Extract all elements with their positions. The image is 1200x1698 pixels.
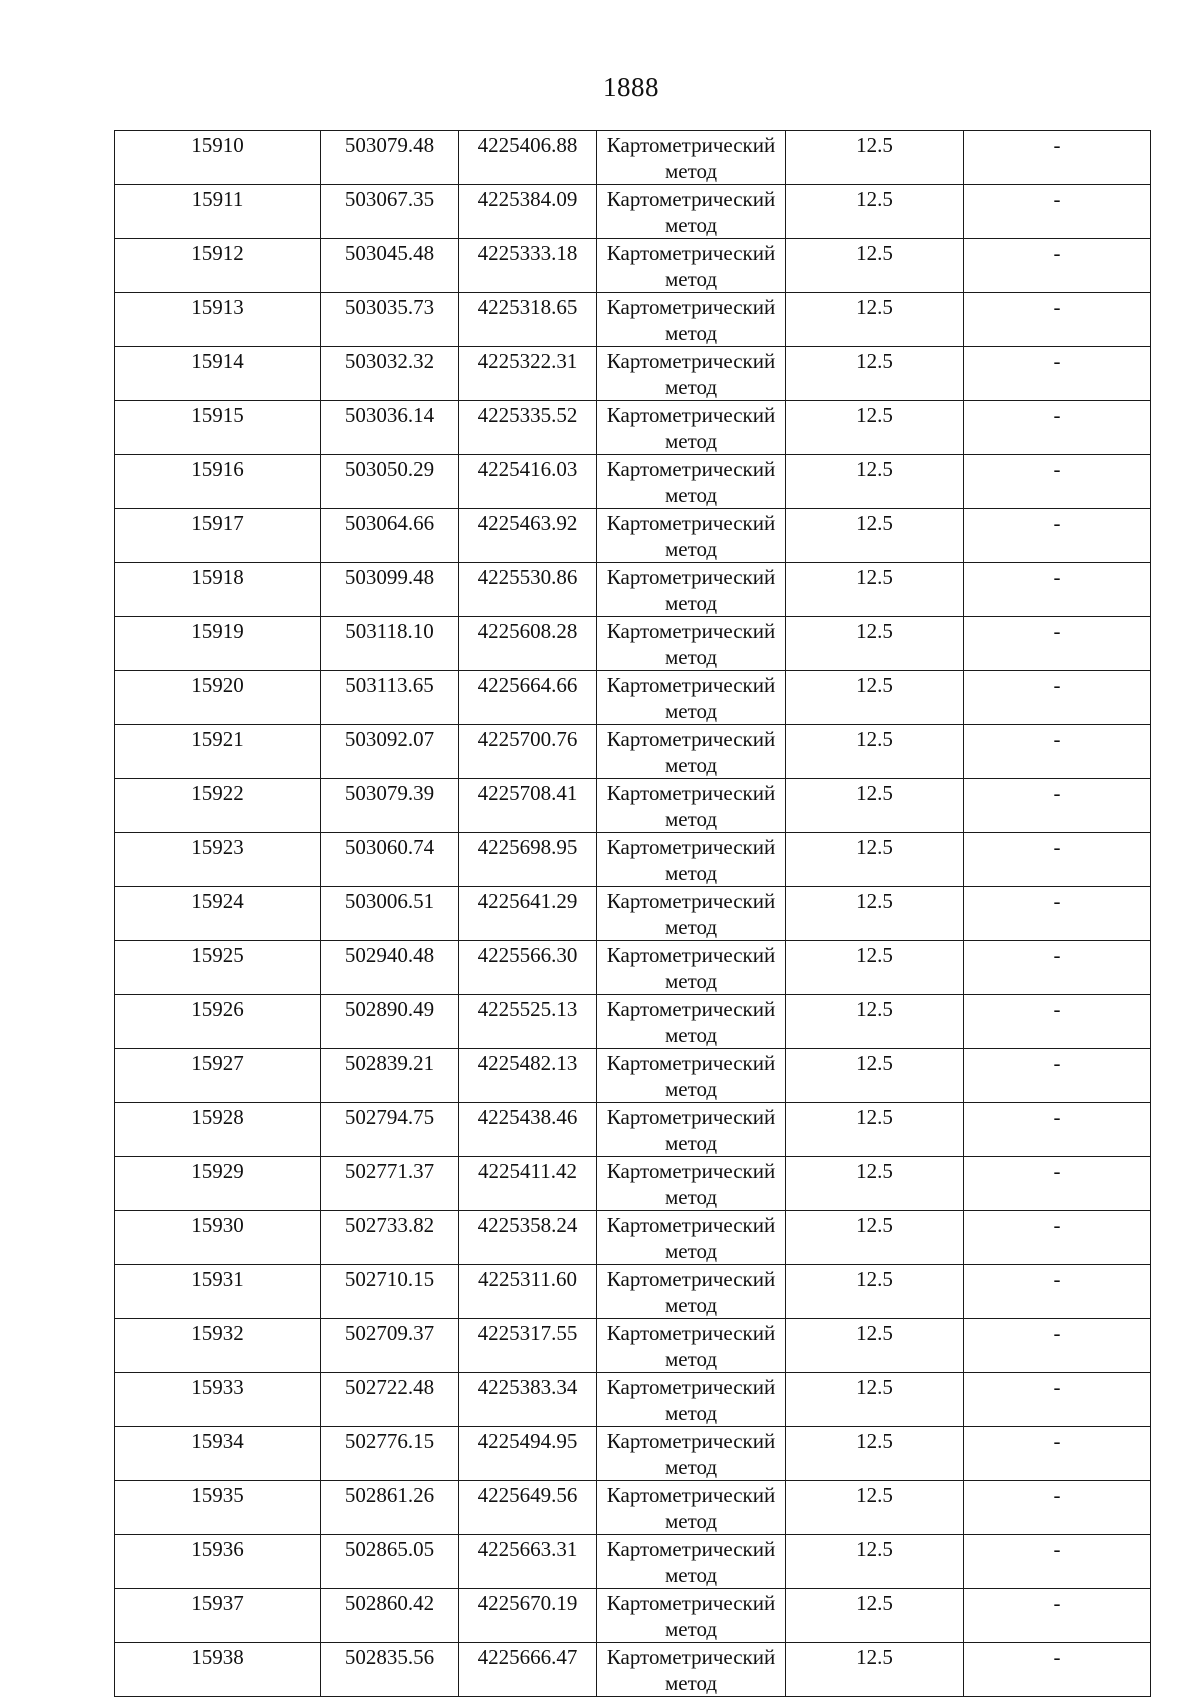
table-row: [115, 185, 1151, 239]
method-label-line2: метод: [664, 483, 718, 507]
x-coordinate-cell: 503035.73: [321, 293, 459, 347]
method-label-line2: метод: [664, 159, 718, 183]
x-coordinate-cell: 502776.15: [321, 1427, 459, 1481]
accuracy-cell: 12.5: [786, 239, 964, 293]
method-label-line2: метод: [664, 1347, 718, 1371]
note-cell: -: [964, 1589, 1151, 1643]
method-cell: [597, 347, 786, 401]
method-label-line2: метод: [664, 429, 718, 453]
method-cell: [597, 1481, 786, 1535]
table-row: [115, 509, 1151, 563]
table-row: [115, 401, 1151, 455]
accuracy-cell: 12.5: [786, 185, 964, 239]
x-coordinate-cell: 503092.07: [321, 725, 459, 779]
note-cell: -: [964, 995, 1151, 1049]
accuracy-cell: 12.5: [786, 1481, 964, 1535]
table-row: [115, 455, 1151, 509]
method-label-line1: Картометрический: [606, 295, 776, 319]
accuracy-cell: 12.5: [786, 1265, 964, 1319]
point-number-cell: 15932: [115, 1319, 321, 1373]
point-number-cell: 15919: [115, 617, 321, 671]
table-row: [115, 1481, 1151, 1535]
table-row: [115, 1157, 1151, 1211]
method-label-line2: метод: [664, 915, 718, 939]
note-cell: -: [964, 1481, 1151, 1535]
accuracy-cell: 12.5: [786, 563, 964, 617]
x-coordinate-cell: 502709.37: [321, 1319, 459, 1373]
point-number-cell: 15929: [115, 1157, 321, 1211]
table-row: [115, 1589, 1151, 1643]
table-row: [115, 1103, 1151, 1157]
table-row: [115, 1373, 1151, 1427]
x-coordinate-cell: 503079.39: [321, 779, 459, 833]
x-coordinate-cell: 502890.49: [321, 995, 459, 1049]
method-cell: [597, 833, 786, 887]
method-label-line1: Картометрический: [606, 1375, 776, 1399]
y-coordinate-cell: 4225416.03: [459, 455, 597, 509]
table-row: [115, 1427, 1151, 1481]
y-coordinate-cell: 4225311.60: [459, 1265, 597, 1319]
method-label-line1: Картометрический: [606, 1483, 776, 1507]
accuracy-cell: 12.5: [786, 1211, 964, 1265]
note-cell: -: [964, 1265, 1151, 1319]
y-coordinate-cell: 4225566.30: [459, 941, 597, 995]
coordinates-table-body: [115, 131, 1151, 1697]
method-label-line2: метод: [664, 1077, 718, 1101]
y-coordinate-cell: 4225406.88: [459, 131, 597, 185]
method-label-line2: метод: [664, 267, 718, 291]
y-coordinate-cell: 4225335.52: [459, 401, 597, 455]
method-label-line2: метод: [664, 861, 718, 885]
y-coordinate-cell: 4225670.19: [459, 1589, 597, 1643]
y-coordinate-cell: 4225641.29: [459, 887, 597, 941]
method-label-line2: метод: [664, 1185, 718, 1209]
method-label-line1: Картометрический: [606, 1645, 776, 1669]
method-label-line2: метод: [664, 699, 718, 723]
note-cell: -: [964, 1535, 1151, 1589]
table-row: [115, 725, 1151, 779]
note-cell: -: [964, 347, 1151, 401]
page-number: 1888: [603, 72, 659, 102]
y-coordinate-cell: 4225608.28: [459, 617, 597, 671]
method-label-line1: Картометрический: [606, 673, 776, 697]
method-cell: [597, 1427, 786, 1481]
point-number-cell: 15921: [115, 725, 321, 779]
table-row: [115, 1535, 1151, 1589]
note-cell: -: [964, 563, 1151, 617]
note-cell: -: [964, 509, 1151, 563]
method-label-line1: Картометрический: [606, 781, 776, 805]
method-cell: [597, 509, 786, 563]
method-cell: [597, 887, 786, 941]
method-cell: [597, 1643, 786, 1697]
method-label-line2: метод: [664, 969, 718, 993]
point-number-cell: 15938: [115, 1643, 321, 1697]
table-row: [115, 995, 1151, 1049]
accuracy-cell: 12.5: [786, 455, 964, 509]
method-label-line2: метод: [664, 537, 718, 561]
method-cell: [597, 1103, 786, 1157]
method-cell: [597, 779, 786, 833]
point-number-cell: 15935: [115, 1481, 321, 1535]
method-label-line1: Картометрический: [606, 889, 776, 913]
point-number-cell: 15911: [115, 185, 321, 239]
method-cell: [597, 1211, 786, 1265]
method-label-line1: Картометрический: [606, 241, 776, 265]
method-cell: [597, 1049, 786, 1103]
point-number-cell: 15933: [115, 1373, 321, 1427]
method-label-line2: метод: [664, 1239, 718, 1263]
note-cell: -: [964, 1157, 1151, 1211]
accuracy-cell: 12.5: [786, 1049, 964, 1103]
y-coordinate-cell: 4225333.18: [459, 239, 597, 293]
method-label-line1: Картометрический: [606, 457, 776, 481]
accuracy-cell: 12.5: [786, 941, 964, 995]
method-label-line2: метод: [664, 1293, 718, 1317]
note-cell: -: [964, 401, 1151, 455]
method-cell: [597, 1157, 786, 1211]
method-cell: [597, 185, 786, 239]
table-row: [115, 1049, 1151, 1103]
note-cell: -: [964, 671, 1151, 725]
y-coordinate-cell: 4225358.24: [459, 1211, 597, 1265]
method-label-line1: Картометрический: [606, 187, 776, 211]
accuracy-cell: 12.5: [786, 401, 964, 455]
note-cell: -: [964, 725, 1151, 779]
x-coordinate-cell: 503045.48: [321, 239, 459, 293]
table-row: [115, 671, 1151, 725]
note-cell: -: [964, 1427, 1151, 1481]
y-coordinate-cell: 4225411.42: [459, 1157, 597, 1211]
method-cell: [597, 671, 786, 725]
table-row: [115, 1643, 1151, 1697]
note-cell: -: [964, 1643, 1151, 1697]
y-coordinate-cell: 4225530.86: [459, 563, 597, 617]
y-coordinate-cell: 4225494.95: [459, 1427, 597, 1481]
method-label-line2: метод: [664, 213, 718, 237]
note-cell: -: [964, 1373, 1151, 1427]
x-coordinate-cell: 503079.48: [321, 131, 459, 185]
table-row: [115, 293, 1151, 347]
accuracy-cell: 12.5: [786, 833, 964, 887]
method-cell: [597, 617, 786, 671]
table-row: [115, 941, 1151, 995]
y-coordinate-cell: 4225664.66: [459, 671, 597, 725]
method-label-line1: Картометрический: [606, 1159, 776, 1183]
x-coordinate-cell: 502710.15: [321, 1265, 459, 1319]
method-cell: [597, 293, 786, 347]
y-coordinate-cell: 4225482.13: [459, 1049, 597, 1103]
x-coordinate-cell: 503067.35: [321, 185, 459, 239]
table-row: [115, 347, 1151, 401]
accuracy-cell: 12.5: [786, 1535, 964, 1589]
y-coordinate-cell: 4225438.46: [459, 1103, 597, 1157]
x-coordinate-cell: 503060.74: [321, 833, 459, 887]
accuracy-cell: 12.5: [786, 617, 964, 671]
accuracy-cell: 12.5: [786, 1103, 964, 1157]
point-number-cell: 15916: [115, 455, 321, 509]
point-number-cell: 15924: [115, 887, 321, 941]
note-cell: -: [964, 1211, 1151, 1265]
point-number-cell: 15925: [115, 941, 321, 995]
method-label-line2: метод: [664, 1023, 718, 1047]
method-cell: [597, 995, 786, 1049]
method-cell: [597, 1319, 786, 1373]
accuracy-cell: 12.5: [786, 1157, 964, 1211]
x-coordinate-cell: 502940.48: [321, 941, 459, 995]
note-cell: -: [964, 455, 1151, 509]
y-coordinate-cell: 4225318.65: [459, 293, 597, 347]
x-coordinate-cell: 502794.75: [321, 1103, 459, 1157]
method-label-line1: Картометрический: [606, 1213, 776, 1237]
table-row: [115, 563, 1151, 617]
method-label-line1: Картометрический: [606, 1105, 776, 1129]
note-cell: -: [964, 293, 1151, 347]
table-row: [115, 617, 1151, 671]
x-coordinate-cell: 503099.48: [321, 563, 459, 617]
method-label-line1: Картометрический: [606, 1429, 776, 1453]
method-label-line2: метод: [664, 807, 718, 831]
method-label-line1: Картометрический: [606, 1537, 776, 1561]
x-coordinate-cell: 503050.29: [321, 455, 459, 509]
method-label-line1: Картометрический: [606, 619, 776, 643]
method-label-line1: Картометрический: [606, 997, 776, 1021]
method-label-line1: Картометрический: [606, 1051, 776, 1075]
method-label-line2: метод: [664, 1455, 718, 1479]
accuracy-cell: 12.5: [786, 1427, 964, 1481]
accuracy-cell: 12.5: [786, 995, 964, 1049]
note-cell: -: [964, 1103, 1151, 1157]
note-cell: -: [964, 779, 1151, 833]
method-cell: [597, 401, 786, 455]
x-coordinate-cell: 503118.10: [321, 617, 459, 671]
method-label-line1: Картометрический: [606, 1591, 776, 1615]
table-row: [115, 1211, 1151, 1265]
y-coordinate-cell: 4225698.95: [459, 833, 597, 887]
y-coordinate-cell: 4225317.55: [459, 1319, 597, 1373]
point-number-cell: 15920: [115, 671, 321, 725]
note-cell: -: [964, 887, 1151, 941]
x-coordinate-cell: 502865.05: [321, 1535, 459, 1589]
method-label-line2: метод: [664, 591, 718, 615]
method-cell: [597, 1535, 786, 1589]
y-coordinate-cell: 4225708.41: [459, 779, 597, 833]
method-cell: [597, 131, 786, 185]
y-coordinate-cell: 4225383.34: [459, 1373, 597, 1427]
method-label-line2: метод: [664, 321, 718, 345]
note-cell: -: [964, 833, 1151, 887]
note-cell: -: [964, 1319, 1151, 1373]
table-row: [115, 833, 1151, 887]
method-cell: [597, 239, 786, 293]
coordinates-table: [114, 130, 1151, 1697]
point-number-cell: 15923: [115, 833, 321, 887]
y-coordinate-cell: 4225649.56: [459, 1481, 597, 1535]
accuracy-cell: 12.5: [786, 1589, 964, 1643]
point-number-cell: 15934: [115, 1427, 321, 1481]
method-label-line2: метод: [664, 1671, 718, 1695]
x-coordinate-cell: 503064.66: [321, 509, 459, 563]
point-number-cell: 15930: [115, 1211, 321, 1265]
method-label-line1: Картометрический: [606, 943, 776, 967]
accuracy-cell: 12.5: [786, 509, 964, 563]
method-cell: [597, 1589, 786, 1643]
method-label-line1: Картометрический: [606, 133, 776, 157]
y-coordinate-cell: 4225322.31: [459, 347, 597, 401]
y-coordinate-cell: 4225384.09: [459, 185, 597, 239]
table-row: [115, 131, 1151, 185]
note-cell: -: [964, 185, 1151, 239]
table-row: [115, 239, 1151, 293]
x-coordinate-cell: 503113.65: [321, 671, 459, 725]
method-label-line1: Картометрический: [606, 835, 776, 859]
note-cell: -: [964, 1049, 1151, 1103]
point-number-cell: 15931: [115, 1265, 321, 1319]
method-label-line2: метод: [664, 1131, 718, 1155]
method-label-line2: метод: [664, 1509, 718, 1533]
method-cell: [597, 563, 786, 617]
point-number-cell: 15928: [115, 1103, 321, 1157]
note-cell: -: [964, 131, 1151, 185]
method-label-line2: метод: [664, 645, 718, 669]
method-cell: [597, 455, 786, 509]
point-number-cell: 15912: [115, 239, 321, 293]
point-number-cell: 15910: [115, 131, 321, 185]
note-cell: -: [964, 941, 1151, 995]
table-row: [115, 1319, 1151, 1373]
point-number-cell: 15937: [115, 1589, 321, 1643]
accuracy-cell: 12.5: [786, 293, 964, 347]
accuracy-cell: 12.5: [786, 779, 964, 833]
x-coordinate-cell: 502860.42: [321, 1589, 459, 1643]
x-coordinate-cell: 503036.14: [321, 401, 459, 455]
point-number-cell: 15913: [115, 293, 321, 347]
accuracy-cell: 12.5: [786, 887, 964, 941]
accuracy-cell: 12.5: [786, 671, 964, 725]
method-cell: [597, 941, 786, 995]
point-number-cell: 15926: [115, 995, 321, 1049]
x-coordinate-cell: 502733.82: [321, 1211, 459, 1265]
method-label-line1: Картометрический: [606, 727, 776, 751]
point-number-cell: 15936: [115, 1535, 321, 1589]
point-number-cell: 15918: [115, 563, 321, 617]
x-coordinate-cell: 502771.37: [321, 1157, 459, 1211]
y-coordinate-cell: 4225463.92: [459, 509, 597, 563]
method-label-line2: метод: [664, 753, 718, 777]
accuracy-cell: 12.5: [786, 1373, 964, 1427]
accuracy-cell: 12.5: [786, 1643, 964, 1697]
method-label-line2: метод: [664, 1617, 718, 1641]
method-label-line1: Картометрический: [606, 1321, 776, 1345]
method-cell: [597, 725, 786, 779]
y-coordinate-cell: 4225666.47: [459, 1643, 597, 1697]
method-cell: [597, 1265, 786, 1319]
accuracy-cell: 12.5: [786, 347, 964, 401]
method-label-line1: Картометрический: [606, 349, 776, 373]
accuracy-cell: 12.5: [786, 725, 964, 779]
x-coordinate-cell: 502861.26: [321, 1481, 459, 1535]
method-label-line2: метод: [664, 1563, 718, 1587]
accuracy-cell: 12.5: [786, 1319, 964, 1373]
table-row: [115, 779, 1151, 833]
x-coordinate-cell: 502835.56: [321, 1643, 459, 1697]
point-number-cell: 15917: [115, 509, 321, 563]
table-row: [115, 1265, 1151, 1319]
method-label-line1: Картометрический: [606, 511, 776, 535]
y-coordinate-cell: 4225700.76: [459, 725, 597, 779]
method-label-line2: метод: [664, 1401, 718, 1425]
method-label-line1: Картометрический: [606, 565, 776, 589]
y-coordinate-cell: 4225525.13: [459, 995, 597, 1049]
accuracy-cell: 12.5: [786, 131, 964, 185]
note-cell: -: [964, 617, 1151, 671]
point-number-cell: 15927: [115, 1049, 321, 1103]
point-number-cell: 15922: [115, 779, 321, 833]
note-cell: -: [964, 239, 1151, 293]
y-coordinate-cell: 4225663.31: [459, 1535, 597, 1589]
x-coordinate-cell: 503032.32: [321, 347, 459, 401]
x-coordinate-cell: 502722.48: [321, 1373, 459, 1427]
point-number-cell: 15915: [115, 401, 321, 455]
method-cell: [597, 1373, 786, 1427]
x-coordinate-cell: 503006.51: [321, 887, 459, 941]
method-label-line1: Картометрический: [606, 1267, 776, 1291]
method-label-line1: Картометрический: [606, 403, 776, 427]
method-label-line2: метод: [664, 375, 718, 399]
point-number-cell: 15914: [115, 347, 321, 401]
x-coordinate-cell: 502839.21: [321, 1049, 459, 1103]
table-row: [115, 887, 1151, 941]
